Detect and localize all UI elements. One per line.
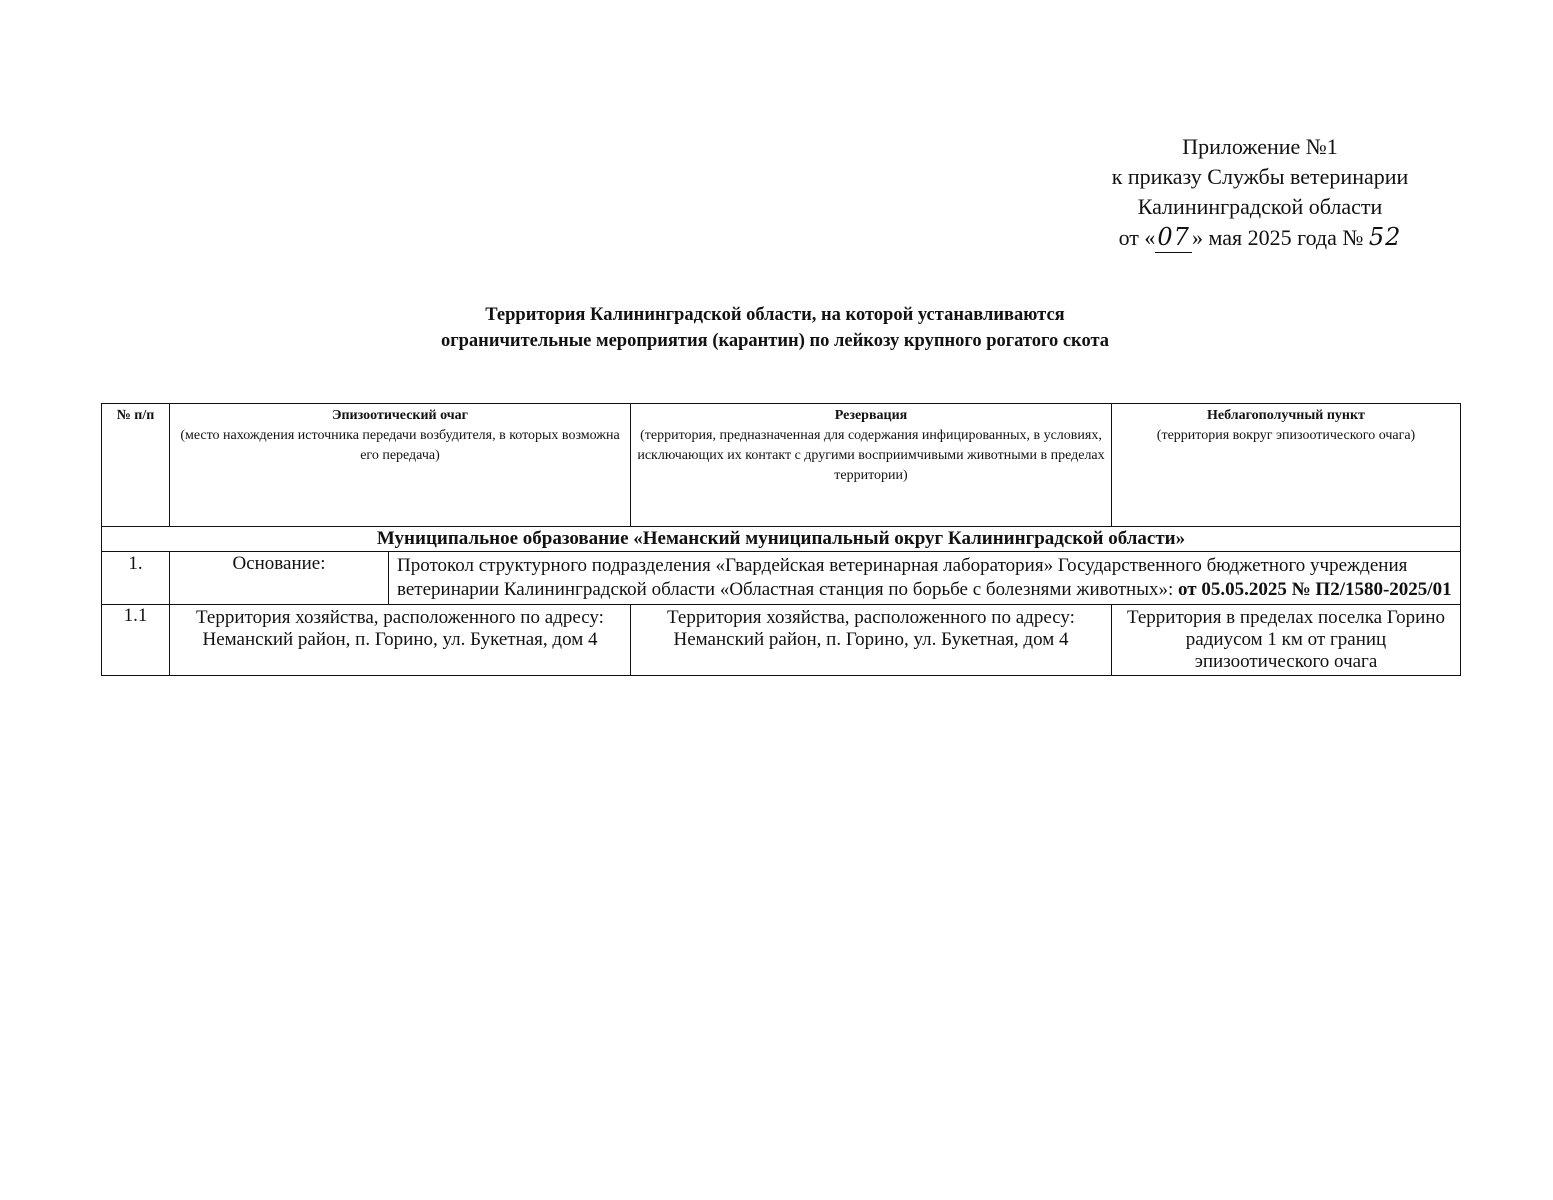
basis-text-cell xyxy=(389,552,1461,605)
appendix-block xyxy=(1060,132,1460,253)
municipality-row xyxy=(102,527,1461,552)
header-point xyxy=(1112,404,1461,527)
municipality-name: Муниципальное образование «Неманский муниципальный округ Калининградской области» xyxy=(102,527,1461,552)
basis-label: Основание: xyxy=(170,552,389,605)
basis-row xyxy=(102,552,1461,605)
basis-text: Протокол структурного подразделения «Гвардейская ветеринарная лаборатория» Государственного бюджетного учреждения ветеринарии Калининградской области «Областная станция по борьбе с болезнями животных»: xyxy=(397,555,1408,600)
row-num: 1.1 xyxy=(102,605,170,676)
row-reservation: Территория хозяйства, расположенного по адресу: Неманский район, п. Горино, ул. Букетная, дом 4 xyxy=(631,605,1112,676)
title-line-1: Территория Калининградской области, на которой устанавливаются xyxy=(485,305,1065,325)
basis-reference: от 05.05.2025 № П2/1580-2025/01 xyxy=(1178,579,1452,600)
handwritten-order-number: 52 xyxy=(1368,223,1402,251)
appendix-line-1: Приложение №1 xyxy=(1182,134,1338,159)
header-focus xyxy=(170,404,631,527)
header-num: № п/п xyxy=(102,404,170,527)
row-point: Территория в пределах поселка Горино радиусом 1 км от границ эпизоотического очага xyxy=(1112,605,1461,676)
appendix-line-2: к приказу Службы ветеринарии xyxy=(1111,164,1409,189)
date-middle: » мая 2025 года № xyxy=(1191,225,1364,250)
row-focus: Территория хозяйства, расположенного по адресу: Неманский район, п. Горино, ул. Букетная, дом 4 xyxy=(170,605,631,676)
header-focus-desc: (место нахождения источника передачи возбудителя, в которых возможна его передача) xyxy=(180,428,620,463)
header-reservation-title: Резервация xyxy=(834,408,908,423)
title-line-2: ограничительные мероприятия (карантин) по лейкозу крупного рогатого скота xyxy=(440,331,1110,351)
header-reservation xyxy=(631,404,1112,527)
appendix-date-line xyxy=(1060,222,1460,253)
table-row xyxy=(102,605,1461,676)
header-point-desc: (территория вокруг эпизоотического очага) xyxy=(1156,428,1416,443)
document-title xyxy=(300,302,1250,354)
header-focus-title: Эпизоотический очаг xyxy=(331,408,468,423)
quarantine-table xyxy=(101,403,1461,676)
header-point-title: Неблагополучный пункт xyxy=(1207,408,1365,423)
appendix-line-3: Калининградской области xyxy=(1137,194,1383,219)
date-prefix: от « xyxy=(1118,225,1156,250)
handwritten-day: 07 xyxy=(1157,223,1190,251)
table-header-row xyxy=(102,404,1461,527)
header-reservation-desc: (территория, предназначенная для содержания инфицированных, в условиях, исключающих их контакт с другими восприимчивыми животными в пределах территории) xyxy=(637,428,1105,483)
basis-num: 1. xyxy=(102,552,170,605)
